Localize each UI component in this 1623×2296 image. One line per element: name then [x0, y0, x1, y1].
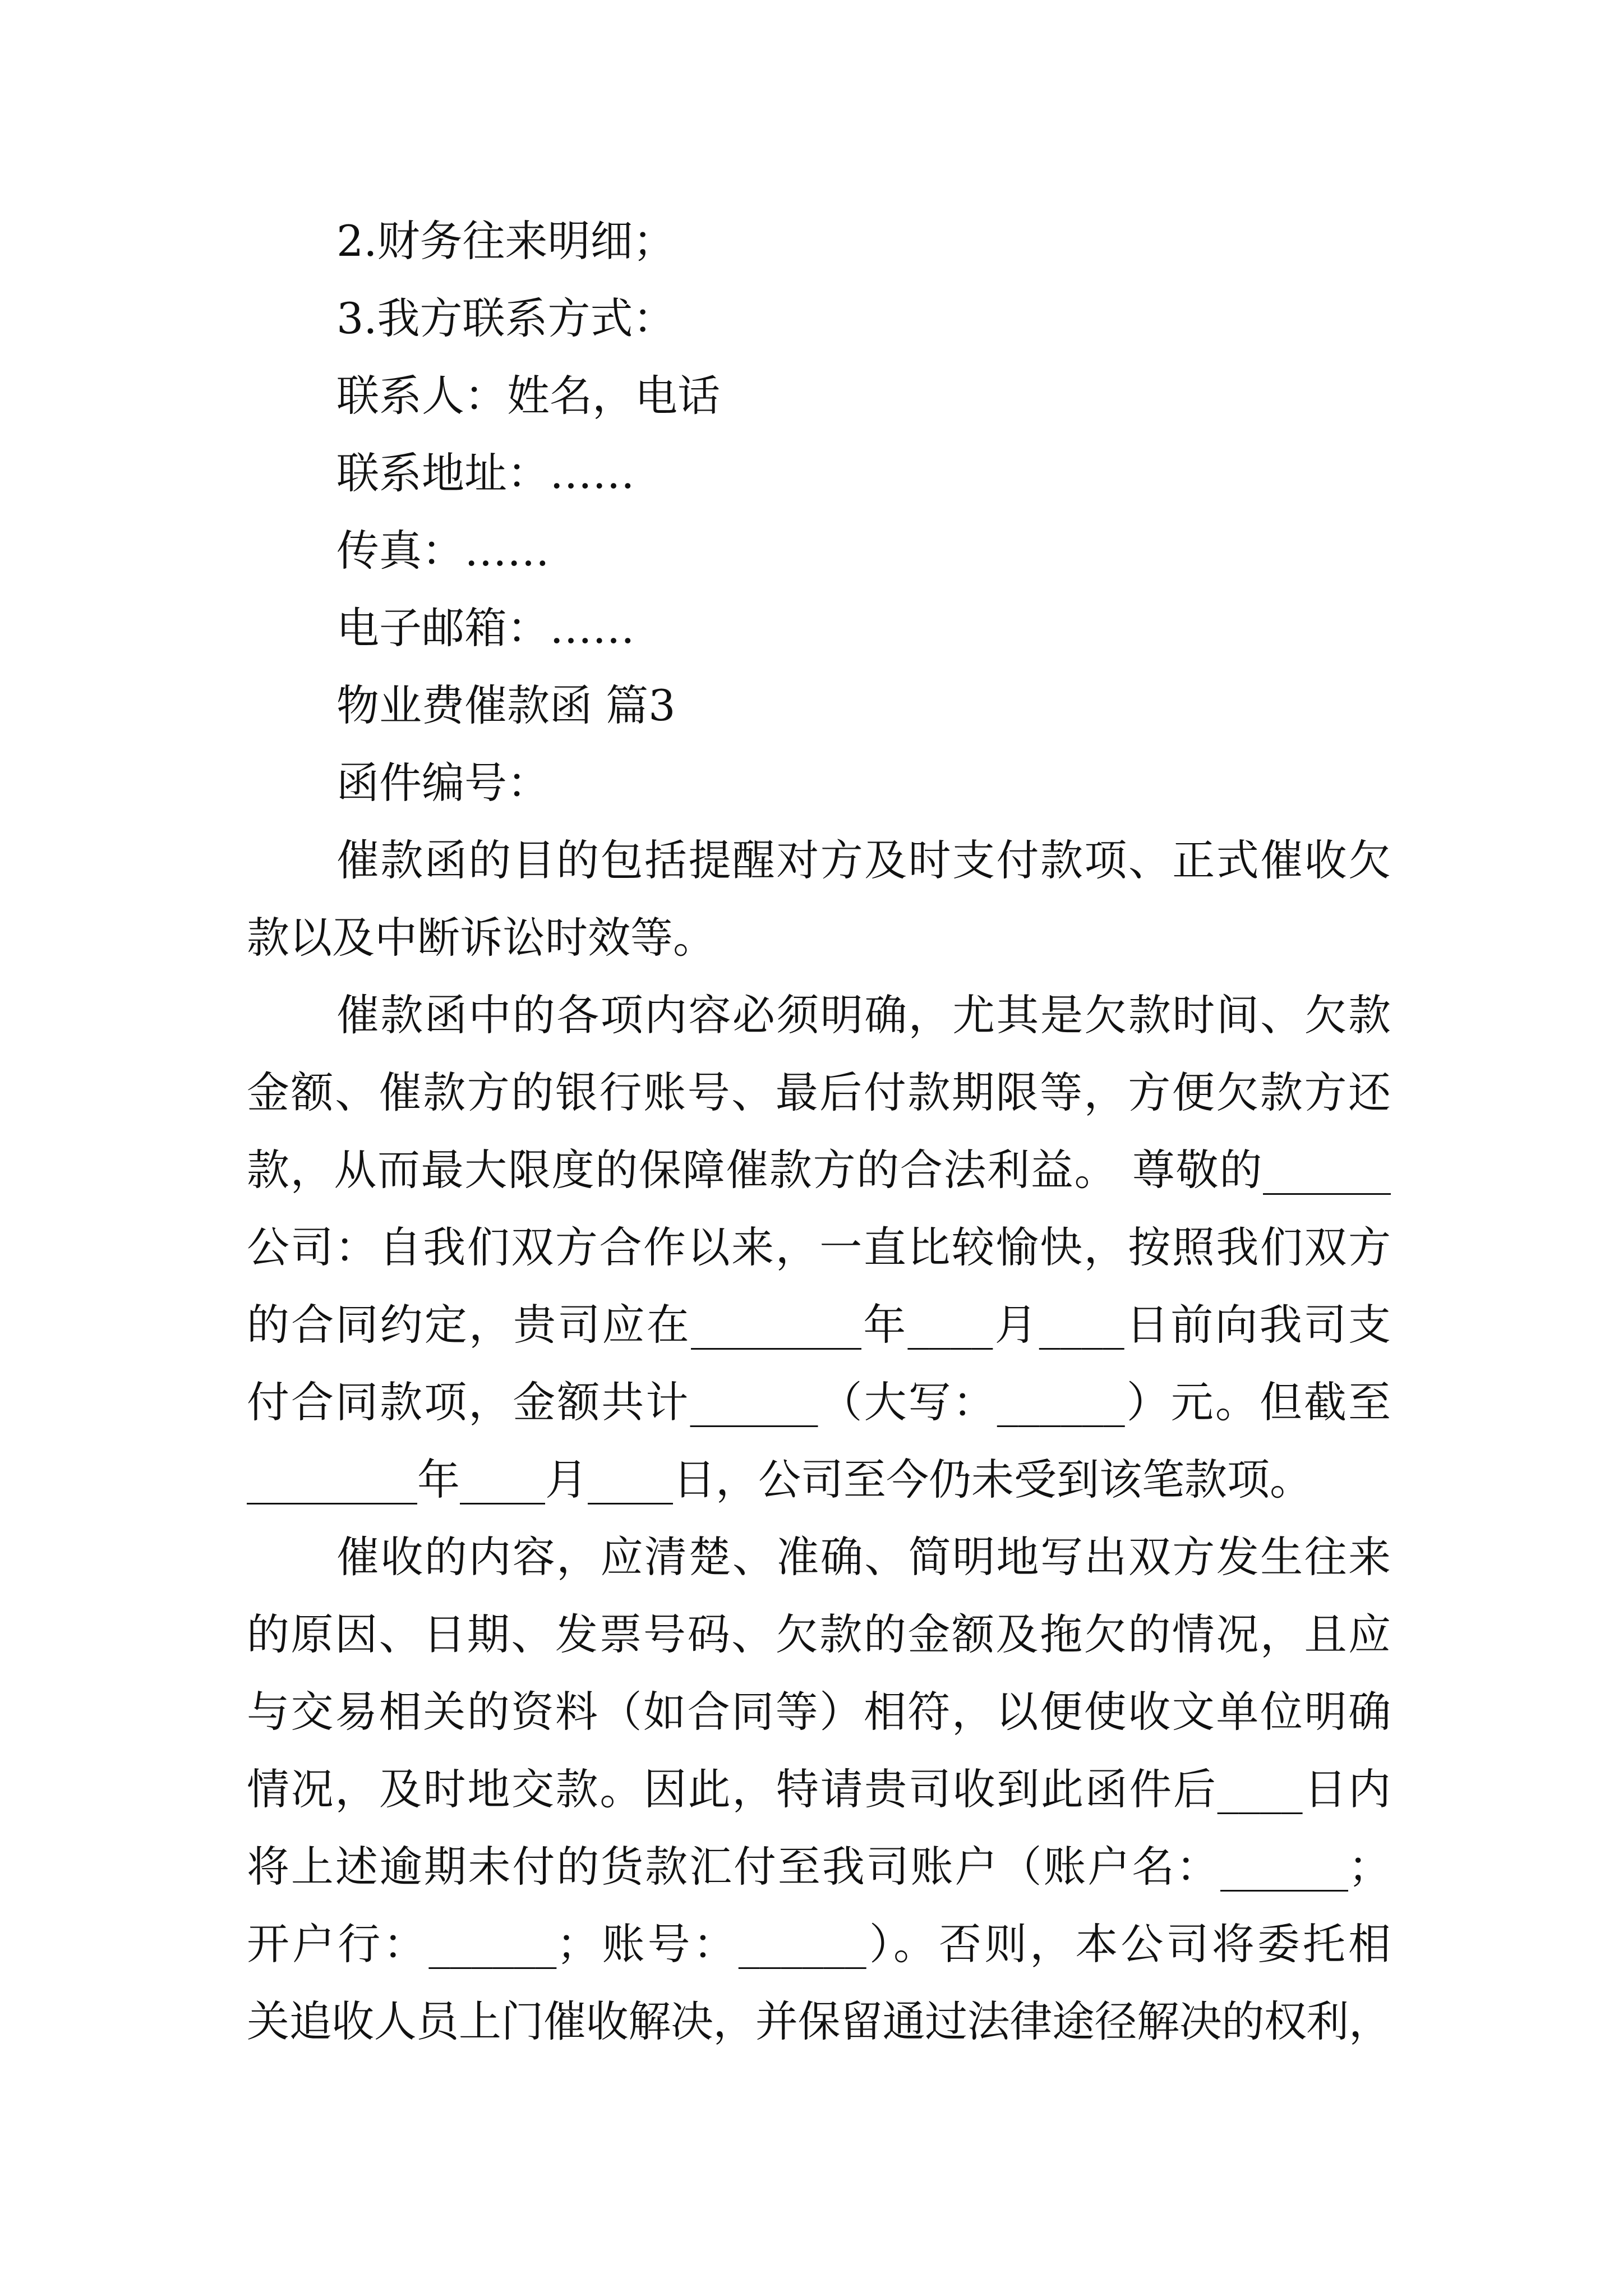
paragraph-line: 款，从而最大限度的保障催款方的合法利益。 尊敬的______ [247, 1145, 1391, 1195]
section-heading: 物业费催款函 篇3 [336, 680, 676, 730]
paragraph-line: 将上述逾期未付的货款汇付至我司账户（账户名：______； [247, 1842, 1391, 1892]
fax-line: 传真：…… [336, 526, 550, 576]
paragraph-line: 催款函中的各项内容必须明确，尤其是欠款时间、欠款 [336, 990, 1391, 1040]
paragraph-line: 付合同款项，金额共计______（大写：______）元。但截至 [247, 1377, 1391, 1427]
letter-number-line: 函件编号： [336, 758, 550, 808]
contact-person-line: 联系人：姓名，电话 [336, 371, 720, 421]
paragraph-line: 的合同约定，贵司应在________年____月____日前向我司支 [247, 1300, 1391, 1350]
paragraph-line: 开户行：______；账号：______）。否则，本公司将委托相 [247, 1919, 1391, 1969]
paragraph-line: 关追收人员上门催收解决，并保留通过法律途径解决的权利， [247, 1996, 1391, 2046]
paragraph-line: 催收的内容，应清楚、准确、简明地写出双方发生往来 [336, 1532, 1391, 1582]
paragraph-line: 款以及中断诉讼时效等。 [247, 913, 716, 963]
list-item-financial-details: 2.财务往来明细； [336, 216, 676, 266]
paragraph-line: 催款函的目的包括提醒对方及时支付款项、正式催收欠 [336, 835, 1391, 885]
paragraph-line: 的原因、日期、发票号码、欠款的金额及拖欠的情况，且应 [247, 1609, 1391, 1659]
paragraph-line: ________年____月____日，公司至今仍未受到该笔款项。 [247, 1455, 1312, 1504]
paragraph-line: 金额、催款方的银行账号、最后付款期限等，方便欠款方还 [247, 1068, 1391, 1117]
email-line: 电子邮箱：…… [336, 603, 635, 653]
paragraph-line: 情况，及时地交款。因此，特请贵司收到此函件后____日内 [247, 1764, 1391, 1814]
list-item-contact-methods: 3.我方联系方式： [336, 293, 676, 343]
paragraph-line: 与交易相关的资料（如合同等）相符，以便使收文单位明确 [247, 1687, 1391, 1737]
contact-address-line: 联系地址：…… [336, 448, 635, 498]
paragraph-line: 公司：自我们双方合作以来，一直比较愉快，按照我们双方 [247, 1222, 1391, 1272]
